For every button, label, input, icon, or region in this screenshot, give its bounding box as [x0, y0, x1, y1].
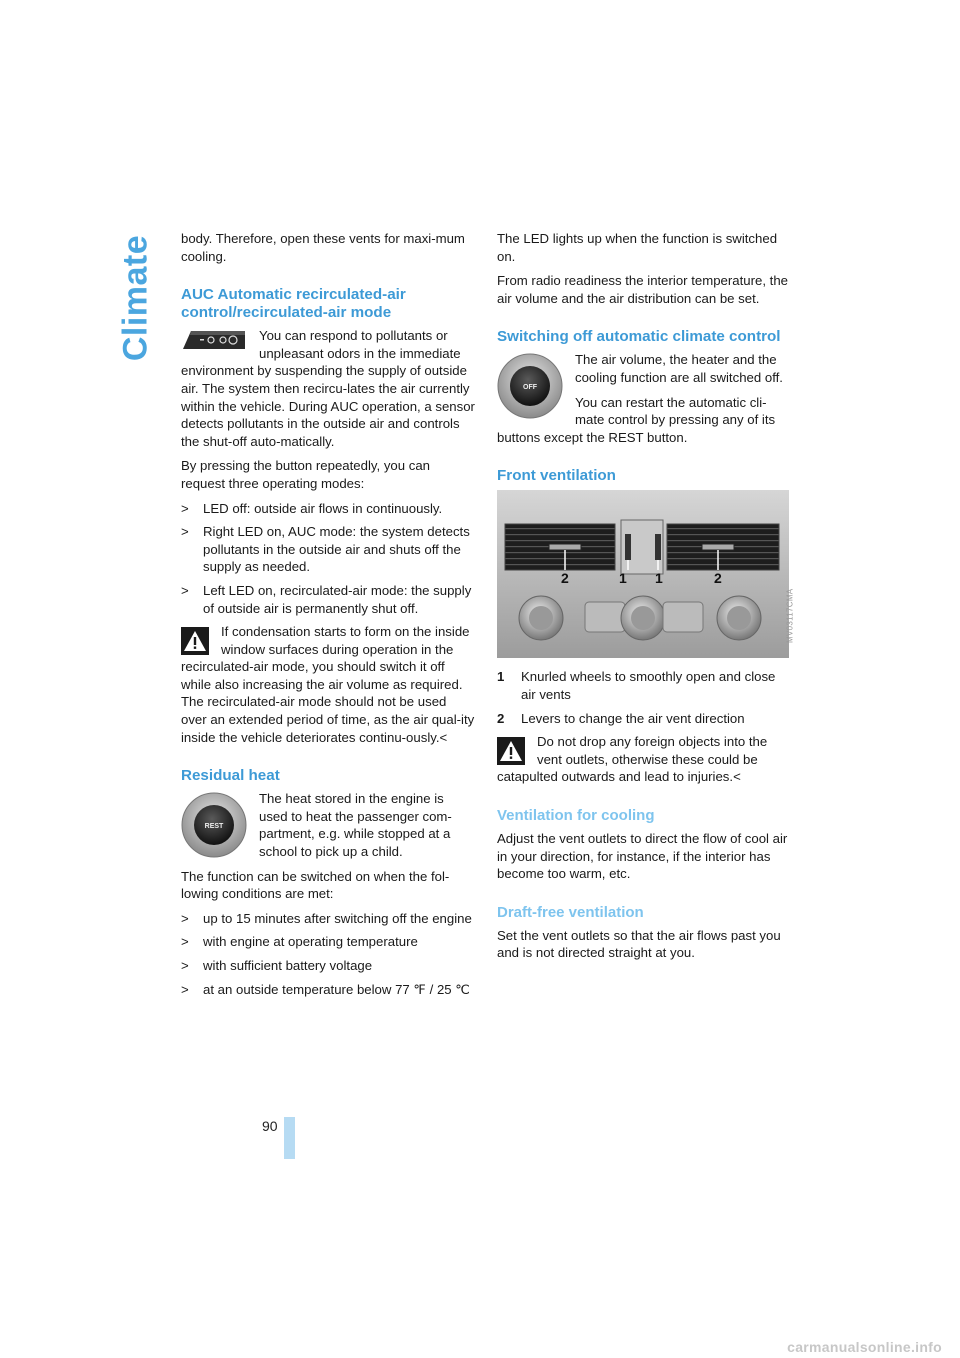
right-column	[497, 230, 794, 969]
draft-free-body: Set the vent outlets so that the air flows past you and is not directed straight at you.	[497, 927, 781, 961]
vent-label-lever-right: 2	[714, 570, 722, 587]
list-item: > Left LED on, recirculated-air mode: the supply of outside air is permanently shut off.	[181, 582, 472, 616]
list-item: > LED off: outside air flows in continuously.	[181, 500, 443, 516]
front-ventilation-figure	[497, 490, 794, 658]
list-item: > Right LED on, AUC mode: the system detects pollutants in the outside air and shuts off the supply as needed.	[181, 524, 470, 575]
warning-triangle-icon	[497, 737, 525, 765]
vent-label-wheel-left: 1	[619, 570, 627, 587]
side-title: Climate	[116, 234, 155, 362]
residual-heat-body: The heat stored in the engine is used to heat the passenger com-partment, e.g. while stopped at a school to pick up a child.	[259, 791, 452, 860]
page-number-bar	[284, 1117, 295, 1159]
switching-off-text-2: You can restart the automatic cli-mate control by pressing any of its buttons except the REST button.	[497, 394, 776, 445]
warning-triangle-icon	[181, 627, 209, 655]
list-item: > with sufficient battery voltage	[181, 958, 373, 973]
end-mark: <	[439, 729, 448, 745]
ventilation-cooling-body: Adjust the vent outlets to direct the flow of cool air in your direction, for instance, if the interior has become too warm, etc.	[497, 830, 788, 882]
figure-code: MV03117CMA	[784, 588, 794, 643]
vent-label-lever-left: 2	[561, 570, 569, 587]
switching-off-text-1: The air volume, the heater and the cooling function are all switched off.	[575, 352, 783, 385]
list-item: > with engine at operating temperature	[181, 934, 418, 950]
auc-heading: AUC Automatic recirculated-air control/recirculated-air mode	[181, 286, 406, 322]
list-item: > up to 15 minutes after switching off the engine	[181, 910, 472, 926]
radio-text: From radio readiness the interior temperature, the air volume and the air distribution can be set.	[497, 273, 788, 306]
auc-button-icon	[181, 329, 247, 351]
led-text: The LED lights up when the function is switched on.	[497, 231, 778, 264]
residual-conditions-intro: The function can be switched on when the fol-lowing conditions are met:	[181, 868, 450, 902]
site-watermark: carmanualsonline.info	[787, 1339, 942, 1355]
svg-text:OFF: OFF	[523, 384, 537, 392]
auc-body: You can respond to pollutants or unpleasant odors in the immediate environment by suspending the supply of outside air. The system then recircu-lates the air currently within the vehicle. During AUC operation, a sensor detects pollutants in the outside air and controls the shut-off auto-matically.	[181, 328, 475, 449]
front-ventilation-warning: Do not drop any foreign objects into the vent outlets, otherwise these could be catapulted outwards and lead to injuries.<	[497, 734, 768, 785]
auc-warning-2: The recirculated-air mode should not be used over an extended period of time, as the air qual-ity inside the vehicle deteriorates continu-ously.<	[181, 694, 475, 745]
rest-button-icon	[181, 792, 247, 858]
list-item: 2 Levers to change the air vent direction	[497, 710, 745, 726]
auc-warning-1: If condensation starts to form on the inside window surfaces during operation in the recirculated-air mode, you should switch it off while also increasing the air volume as required.	[181, 624, 470, 692]
vent-illustration	[497, 490, 789, 658]
vent-label-wheel-right: 1	[655, 570, 663, 587]
list-item: > at an outside temperature below 77 ℉ / 25 ℃	[181, 981, 471, 997]
front-ventilation-heading: Front ventilation	[497, 467, 616, 485]
end-mark: <	[733, 769, 741, 785]
left-column	[181, 230, 475, 1004]
draft-free-heading: Draft-free ventilation	[497, 903, 644, 921]
intro-paragraph: body. Therefore, open these vents for maxi-mum cooling.	[181, 231, 465, 264]
switching-off-heading: Switching off automatic climate control	[497, 328, 781, 346]
ventilation-cooling-heading: Ventilation for cooling	[497, 806, 655, 824]
off-button-icon	[497, 353, 563, 419]
page-number: 90	[262, 1118, 278, 1134]
list-item: 1 Knurled wheels to smoothly open and close air vents	[497, 669, 776, 702]
residual-heat-heading: Residual heat	[181, 767, 280, 785]
svg-text:REST: REST	[204, 823, 224, 831]
auc-modes-intro: By pressing the button repeatedly, you can request three operating modes:	[181, 458, 431, 491]
